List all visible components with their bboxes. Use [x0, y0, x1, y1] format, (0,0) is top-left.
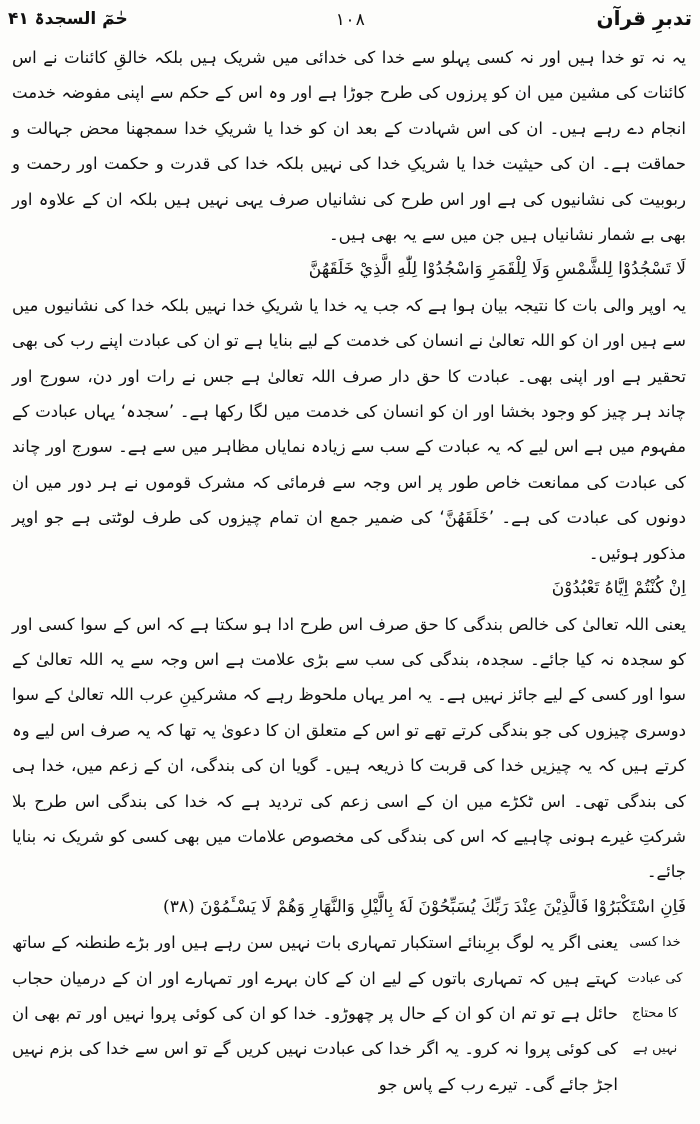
book-title: تدبرِ قرآن [596, 6, 692, 30]
paragraph-2: یہ اوپر والی بات کا نتیجہ بیان ہوا ہے کہ جب یہ خدا یا شریکِ خدا نہیں بلکہ خدا کی نشانیوں میں سے ہیں اور ان کو اللہ تعالیٰ نے انسان کی خدمت کے لیے بنایا ہے تو ان کی عبادت اپنے رب کی بھی تحقیر ہے اور اپنی بھی۔ عبادت کا حق دار صرف اللہ تعالیٰ ہے جس نے رات اور دن، سورج اور چاند ہر چیز کو وجود بخشا اور ان کو انسان کی خدمت میں لگا رکھا ہے۔ ’سجدہ‘ یہاں عبادت کے مفہوم میں ہے اس لیے کہ یہ عبادت کے سب سے زیادہ نمایاں مظاہر میں سے ہے۔ سورج اور چاند کی عبادت کی ممانعت خاص طور پر اس وجہ سے فرمائی کہ مشرک قوموں نے ہر دور میں ان دونوں کی عبادت کی ہے۔ ’خَلَقَهُنَّ‘ کی ضمیر جمع ان تمام چیزوں کی طرف لوٹتی ہے جو اوپر مذکور ہوئیں۔ [12, 295, 686, 563]
margin-heading: خدا کسی کی عبادت کا محتاج نہیں ہے [627, 935, 683, 1057]
page-body [12, 40, 686, 1114]
surah-reference: حٰمٓ السجدۃ ۴۱ [8, 9, 128, 29]
paragraph-1: یہ نہ تو خدا ہیں اور نہ کسی پہلو سے خدا کی خدائی میں شریک ہیں بلکہ خالقِ کائنات نے اس کائنات کی مشین میں ان کو پرزوں کی طرح جوڑا ہے اور وہ اس کے حکم سے اپنی مفوضہ خدمت انجام دے رہے ہیں۔ ان کی اس شہادت کے بعد ان کو خدا یا شریکِ خدا سمجھنا محض جہالت و حماقت ہے۔ ان کی حیثیت خدا یا شریکِ خدا کی نہیں بلکہ خدا کی قدرت و حکمت اور رحمت و ربوبیت کی نشانیوں کی ہے اور اس طرح کی نشانیاں صرف یہی نہیں ہیں بلکہ ان کے علاوہ اور بھی بے شمار نشانیاں ہیں جن میں سے یہ بھی ہیں۔ [12, 48, 686, 245]
commentary-with-margin-note [12, 925, 686, 1102]
page-header [8, 6, 692, 36]
page-number: ۱۰۸ [334, 10, 366, 30]
paragraph-4: یعنی اگر یہ لوگ برِبنائے استکبار تمہاری بات نہیں سن رہے ہیں اور بڑے طنطنہ کے ساتھ کہتے ہیں کہ تمہاری باتوں کے لیے ان کے کان بہرے اور تمہارے اور ان کے درمیان حجاب حائل ہے تو تم ان کو ان کے حال پر چھوڑو۔ خدا کو ان کی کوئی پروا نہیں اور تم بھی ان کی کوئی پروا نہ کرو۔ یہ اگر خدا کی عبادت نہیں کریں گے تو اس سے خدا کی بزم نہیں اجڑ جائے گی۔ تیرے رب کے پاس جو [12, 933, 618, 1094]
ayah-quote-2: اِنْ كُنْتُمْ اِيَّاهُ تَعْبُدُوْنَ [551, 578, 686, 599]
ayah-quote-3 [12, 890, 686, 925]
ayah-quote-1: لَا تَسْجُدُوْا لِلشَّمْسِ وَلَا لِلْقَمَرِ وَاسْجُدُوْا لِلّٰهِ الَّذِيْ خَلَقَهُنَّ [308, 259, 686, 280]
ayah-text: فَاِنِ اسْتَكْبَرُوْا فَالَّذِيْنَ عِنْدَ رَبِّكَ يُسَبِّحُوْنَ لَهٗ بِالَّيْلِ وَالنَّهَارِ وَهُمْ لَا يَسْـَٔمُوْنَ [200, 896, 686, 917]
ayah-number: (۳۸) [163, 896, 195, 917]
paragraph-3: یعنی اللہ تعالیٰ کی خالص بندگی کا حق صرف اس طرح ادا ہو سکتا ہے کہ اس کے سوا کسی اور کو سجدہ نہ کیا جائے۔ سجدہ، بندگی کی سب سے بڑی علامت ہے اس وجہ سے یہ اللہ تعالیٰ کے سوا اور کسی کے لیے جائز نہیں ہے۔ یہ امر یہاں ملحوظ رہے کہ مشرکینِ عرب اللہ تعالیٰ کے سوا دوسری چیزوں کی جو بندگی کرتے تھے تو اس کے متعلق ان کا دعویٰ یہ تھا کہ یہ صرف اس لیے وہ کرتے ہیں کہ یہ چیزیں خدا کی قربت کا ذریعہ ہیں۔ گویا ان کی بندگی، ان کے زعم میں، خدا ہی کی بندگی تھی۔ اس ٹکڑے میں ان کے اسی زعم کی تردید ہے کہ خدا کی بندگی اس طرح بلا شرکتِ غیرے ہونی چاہیے کہ اس کی بندگی کی مخصوص علامات میں بھی کسی کو شریک نہ بنایا جائے۔ [12, 614, 686, 882]
